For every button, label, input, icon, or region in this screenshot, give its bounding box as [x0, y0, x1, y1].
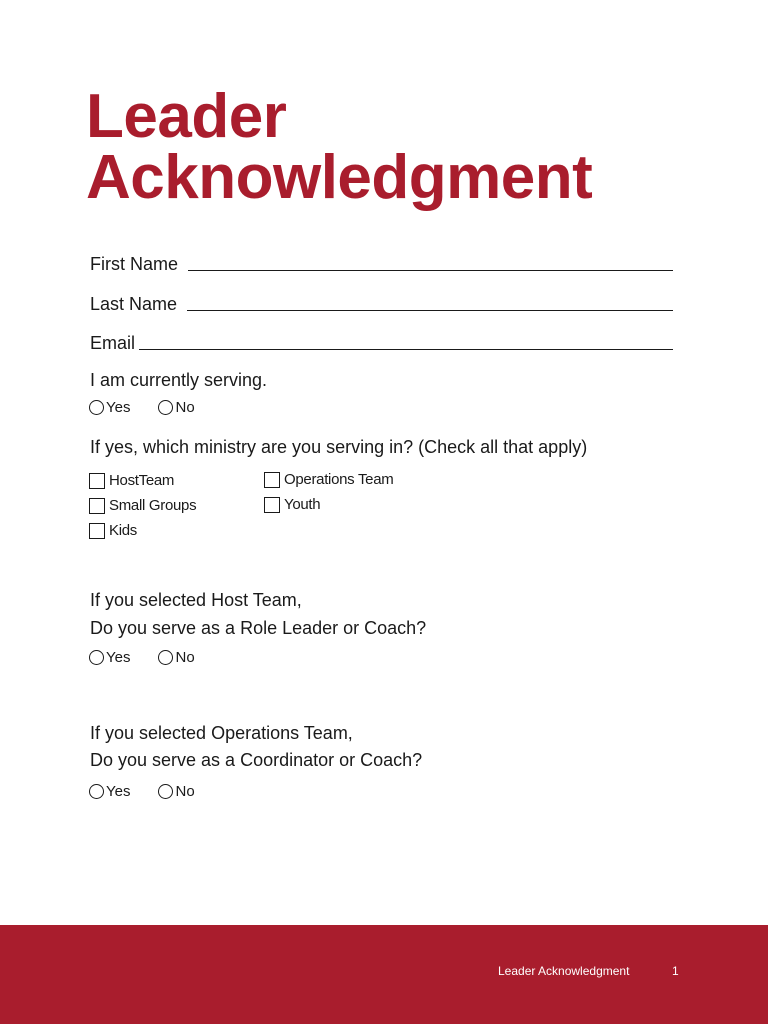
title-line-1: Leader [86, 82, 287, 151]
host-team-question-1: If you selected Host Team, [90, 590, 302, 610]
operations-no-label: No [175, 783, 195, 800]
host-team-yes-label: Yes [106, 649, 131, 666]
last-name-row [90, 290, 673, 314]
serving-no-option[interactable] [158, 399, 194, 416]
checkbox-label: Operations Team [284, 471, 394, 488]
radio-icon[interactable] [89, 400, 104, 415]
operations-radio-group [89, 783, 223, 800]
checkbox-youth[interactable] [264, 496, 320, 513]
first-name-label: First Name [90, 254, 179, 274]
footer-title: Leader Acknowledgment [498, 964, 630, 978]
last-name-field[interactable] [187, 310, 673, 311]
checkbox-label: HostTeam [109, 472, 175, 489]
checkbox-icon[interactable] [89, 498, 105, 514]
operations-yes-label: Yes [106, 783, 131, 800]
email-field[interactable] [139, 349, 673, 350]
checkbox-label: Small Groups [109, 497, 197, 514]
page-title [86, 82, 593, 212]
host-team-question-2: Do you serve as a Role Leader or Coach? [90, 618, 427, 638]
operations-question-2: Do you serve as a Coordinator or Coach? [90, 750, 423, 770]
serving-yes-label: Yes [106, 399, 131, 416]
host-team-yes-option[interactable] [89, 649, 130, 666]
page-number: 1 [672, 964, 679, 978]
checkbox-small-groups[interactable] [89, 497, 196, 514]
serving-no-label: No [175, 399, 195, 416]
host-team-no-option[interactable] [158, 649, 194, 666]
radio-icon[interactable] [158, 784, 173, 799]
serving-question: I am currently serving. [90, 370, 268, 390]
checkbox-icon[interactable] [89, 523, 105, 539]
checkbox-hostteam[interactable] [89, 472, 174, 489]
radio-icon[interactable] [89, 784, 104, 799]
ministry-question: If yes, which ministry are you serving in? (Check all that apply) [90, 437, 588, 457]
operations-yes-option[interactable] [89, 783, 130, 800]
email-label: Email [90, 333, 136, 353]
checkbox-label: Youth [284, 496, 321, 513]
first-name-field[interactable] [188, 270, 673, 271]
checkbox-icon[interactable] [264, 497, 280, 513]
radio-icon[interactable] [89, 650, 104, 665]
checkbox-icon[interactable] [89, 473, 105, 489]
last-name-label: Last Name [90, 294, 178, 314]
checkbox-icon[interactable] [264, 472, 280, 488]
page-footer [0, 925, 768, 1024]
radio-icon[interactable] [158, 400, 173, 415]
checkbox-operations-team[interactable] [264, 471, 393, 488]
operations-question-1: If you selected Operations Team, [90, 723, 353, 743]
checkbox-label: Kids [109, 522, 137, 539]
host-team-radio-group [89, 649, 223, 666]
operations-no-option[interactable] [158, 783, 194, 800]
serving-radio-group [89, 399, 223, 416]
email-row [90, 329, 673, 353]
serving-yes-option[interactable] [89, 399, 130, 416]
radio-icon[interactable] [158, 650, 173, 665]
host-team-no-label: No [175, 649, 195, 666]
first-name-row [90, 250, 673, 274]
title-line-2: Acknowledgment [86, 143, 593, 212]
checkbox-kids[interactable] [89, 522, 137, 539]
